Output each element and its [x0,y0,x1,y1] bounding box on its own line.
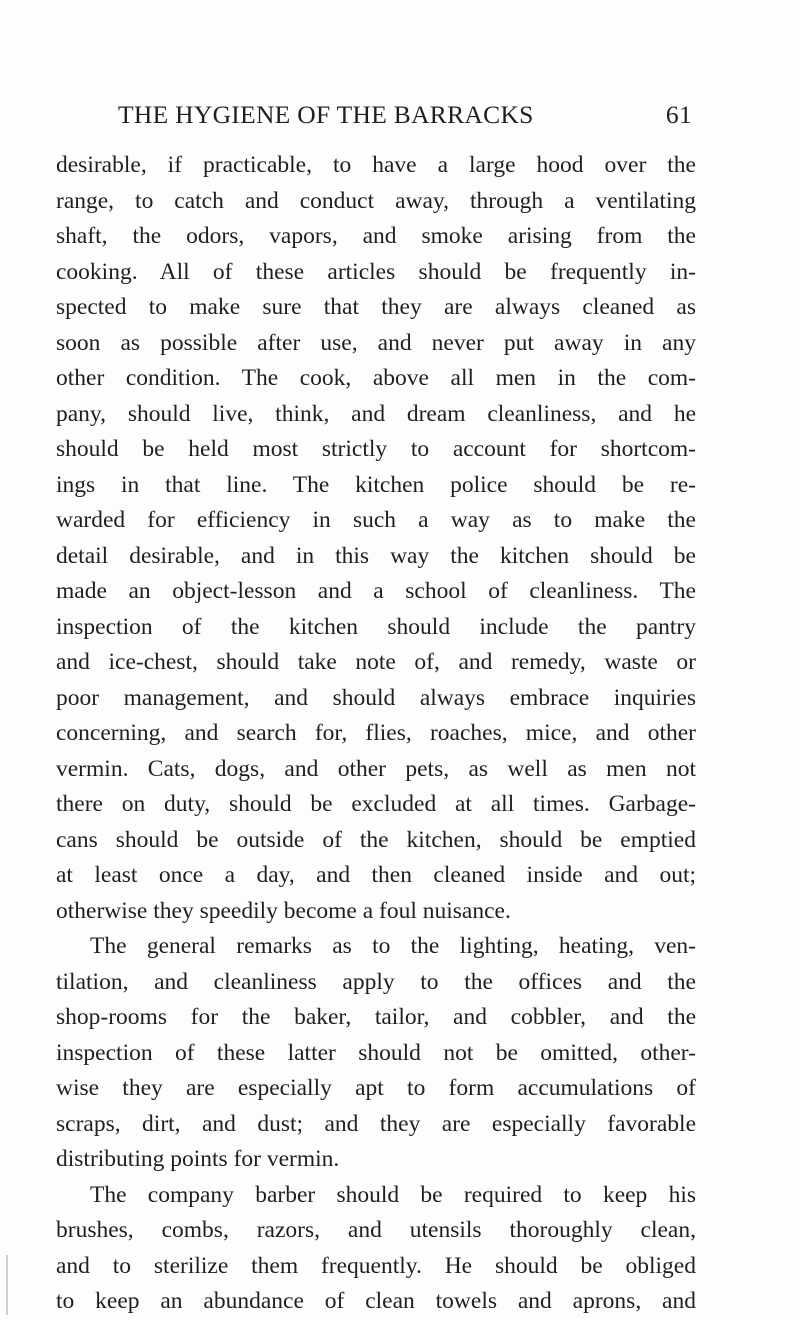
scan-edge-mark [6,1255,8,1315]
text-line: cans should be outside of the kitchen, should be emptied [56,826,696,853]
text-line: scraps, dirt, and dust; and they are especially favorable [56,1110,696,1137]
text-line: ings in that line. The kitchen police should be re- [56,471,696,498]
text-line: at least once a day, and then cleaned inside and out; [56,862,696,888]
text-line: The company barber should be required to keep his [90,1181,696,1208]
text-line: should be held most strictly to account for shortcom- [56,436,696,462]
text-line: warded for efficiency in such a way as to make the [56,507,696,533]
text-line: and to sterilize them frequently. He should be obliged [56,1252,696,1279]
text-line: cooking. All of these articles should be frequently in- [56,258,696,285]
text-line: poor management, and should always embrace inquiries [56,684,696,711]
text-line: shaft, the odors, vapors, and smoke arising from the [56,223,696,249]
text-line: desirable, if practicable, to have a large hood over the [56,152,696,178]
text-line: pany, should live, think, and dream cleanliness, and he [56,400,696,427]
text-line: soon as possible after use, and never put away in any [56,329,696,356]
text-line: detail desirable, and in this way the kitchen should be [56,542,696,569]
text-line: tilation, and cleanliness apply to the offices and the [56,968,696,995]
text-line: shop-rooms for the baker, tailor, and cobbler, and the [56,1004,696,1030]
text-line: spected to make sure that they are always cleaned as [56,294,696,320]
text-line: there on duty, should be excluded at all times. Garbage- [56,791,696,817]
text-line: inspection of these latter should not be omitted, other- [56,1039,696,1066]
text-line: The general remarks as to the lighting, heating, ven- [90,933,696,959]
text-line: distributing points for vermin. [56,1146,340,1172]
text-line: made an object-lesson and a school of cleanliness. The [56,578,696,604]
text-line: brushes, combs, razors, and utensils thoroughly clean, [56,1217,696,1243]
text-line: wise they are especially apt to form accumulations of [56,1075,696,1101]
text-line: concerning, and search for, flies, roaches, mice, and other [56,720,696,746]
text-line: to keep an abundance of clean towels and aprons, and [56,1288,696,1314]
text-line: and ice-chest, should take note of, and remedy, waste or [56,649,696,675]
page-number: 61 [665,100,692,129]
running-head [118,100,692,140]
body-text [56,148,696,1320]
running-title: THE HYGIENE OF THE BARRACKS [118,100,534,129]
text-line: range, to catch and conduct away, through a ventilating [56,187,696,214]
text-line: otherwise they speedily become a foul nuisance. [56,897,511,924]
text-line: vermin. Cats, dogs, and other pets, as well as men not [56,755,696,782]
text-line: inspection of the kitchen should include the pantry [56,613,696,640]
text-line: other condition. The cook, above all men in the com- [56,365,696,391]
